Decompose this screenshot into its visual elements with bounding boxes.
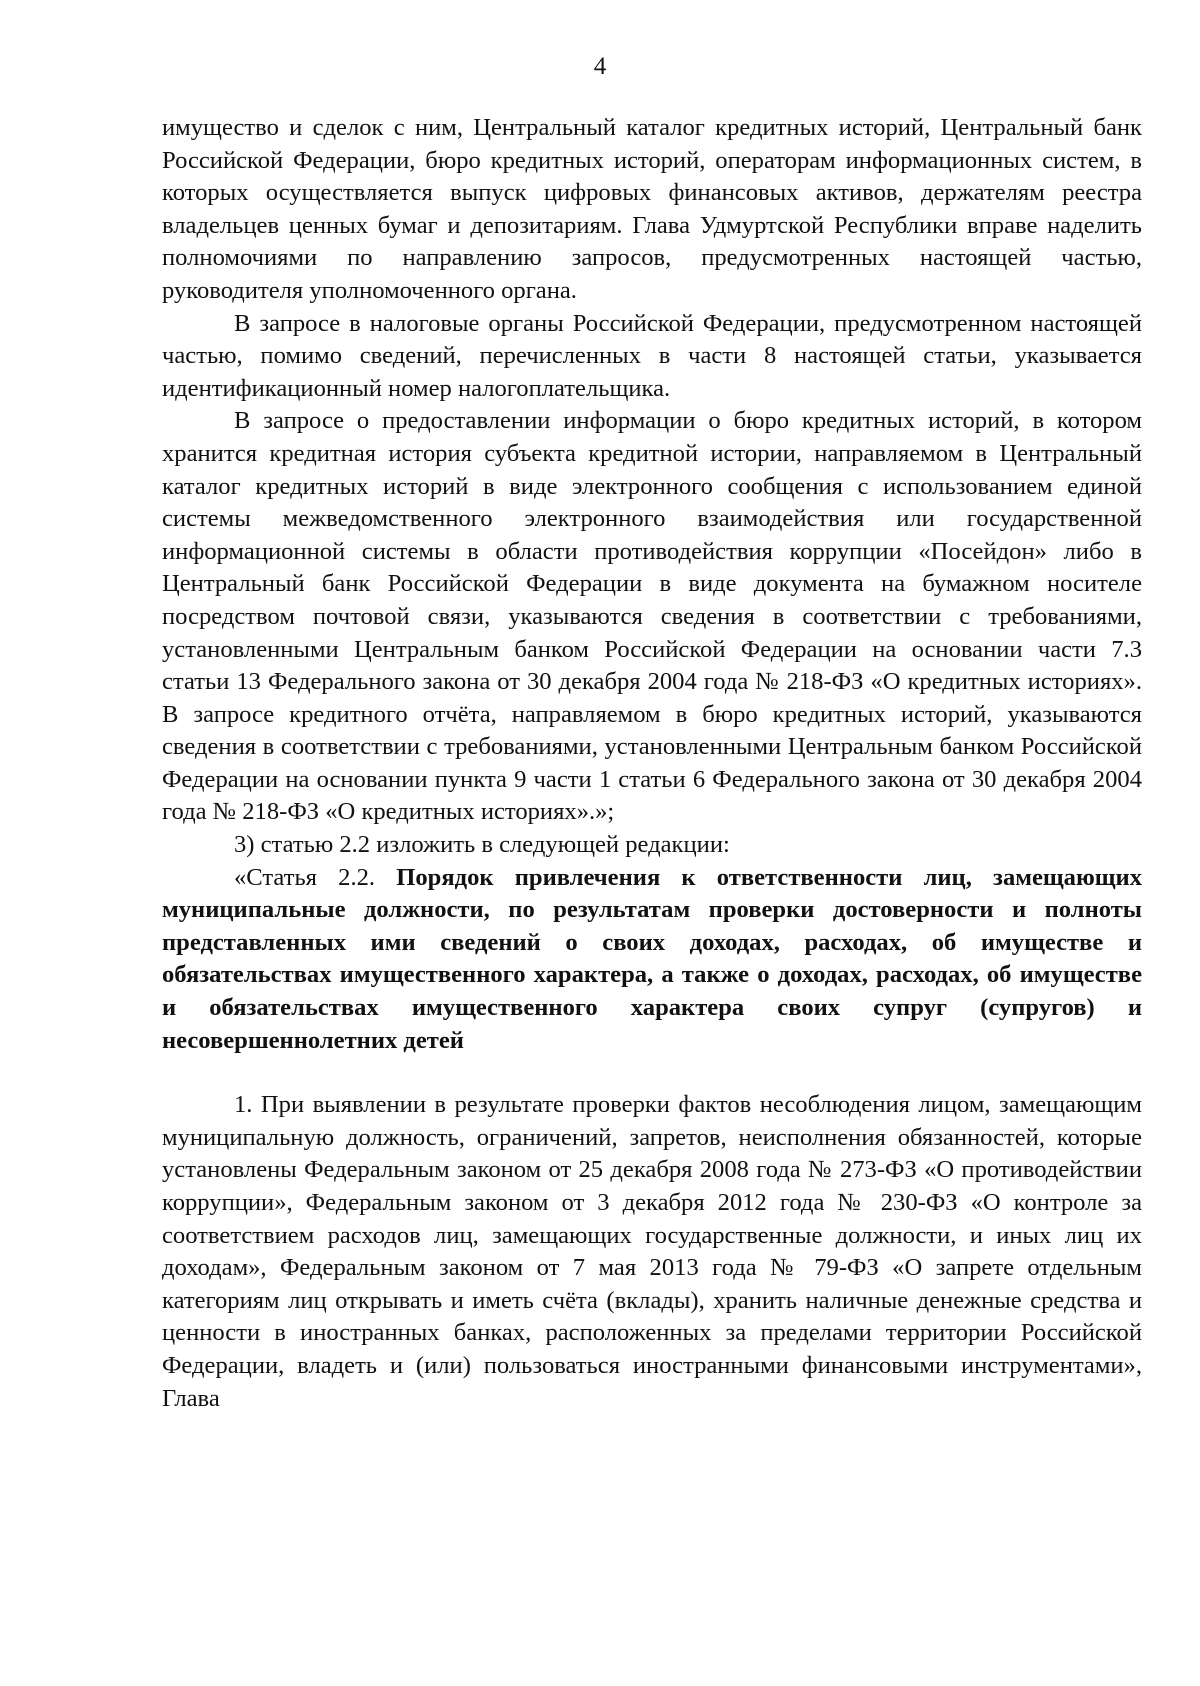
article-number: «Статья 2.2. — [234, 863, 397, 891]
article-heading — [162, 862, 1142, 1058]
paragraph-continuation: имущество и сделок с ним, Центральный каталог кредитных историй, Центральный банк Российской Федерации, бюро кредитных историй, операторам информационных систем, в которых осуществляется выпуск цифровых финансовых активов, держателям реестра владельцев ценных бумаг и депозитариям. Глава Удмуртской Республики вправе наделить полномочиями по направлению запросов, предусмотренных настоящей частью, руководителя уполномоченного органа. — [162, 114, 1142, 304]
paragraph-tax-request: В запросе в налоговые органы Российской Федерации, предусмотренном настоящей частью, помимо сведений, перечисленных в части 8 настоящей статьи, указывается идентификационный номер налогоплательщика. — [162, 309, 1142, 402]
article-title: Порядок привлечения к ответственности лиц, замещающих муниципальные должности, по результатам проверки достоверности и полноты представленных ими сведений о своих доходах, расходах, об имуществе и обязательствах имущественного характера, а также о доходах, расходах, об имуществе и обязательствах имущественного характера своих супруг (супругов) и несовершеннолетних детей — [162, 863, 1142, 1054]
paragraph-amendment-item-3: 3) статью 2.2 изложить в следующей редакции: — [234, 831, 730, 859]
page-number: 4 — [593, 53, 607, 80]
document-body — [162, 112, 1142, 1415]
paragraph-article-part-1: 1. При выявлении в результате проверки фактов несоблюдения лицом, замещающим муниципальную должность, ограничений, запретов, неисполнения обязанностей, которые установлены Федеральным законом от 25 декабря 2008 года № 273-ФЗ «О противодействии коррупции», Федеральным законом от 3 декабря 2012 года № 230-ФЗ «О контроле за соответствием расходов лиц, замещающих государственные должности, и иных лиц их доходам», Федеральным законом от 7 мая 2013 года № 79-ФЗ «О запрете отдельным категориям лиц открывать и иметь счёта (вклады), хранить наличные денежные средства и ценности в иностранных банках, расположенных за пределами территории Российской Федерации, владеть и (или) пользоваться иностранными финансовыми инструментами», Глава — [162, 1091, 1142, 1412]
paragraph-credit-history-request: В запросе о предоставлении информации о бюро кредитных историй, в котором хранится кредитная история субъекта кредитной истории, направляемом в Центральный каталог кредитных историй в виде электронного сообщения с использованием единой системы межведомственного электронного взаимодействия или государственной информационной системы в области противодействия коррупции «Посейдон» либо в Центральный банк Российской Федерации в виде документа на бумажном носителе посредством почтовой связи, указываются сведения в соответствии с требованиями, установленными Центральным банком Российской Федерации на основании части 7.3 статьи 13 Федерального закона от 30 декабря 2004 года № 218-ФЗ «О кредитных историях». В запросе кредитного отчёта, направляемом в бюро кредитных историй, указываются сведения в соответствии с требованиями, установленными Центральным банком Российской Федерации на основании пункта 9 части 1 статьи 6 Федерального закона от 30 декабря 2004 года № 218-ФЗ «О кредитных историях».»; — [162, 407, 1142, 826]
section-spacer — [162, 1057, 1142, 1089]
